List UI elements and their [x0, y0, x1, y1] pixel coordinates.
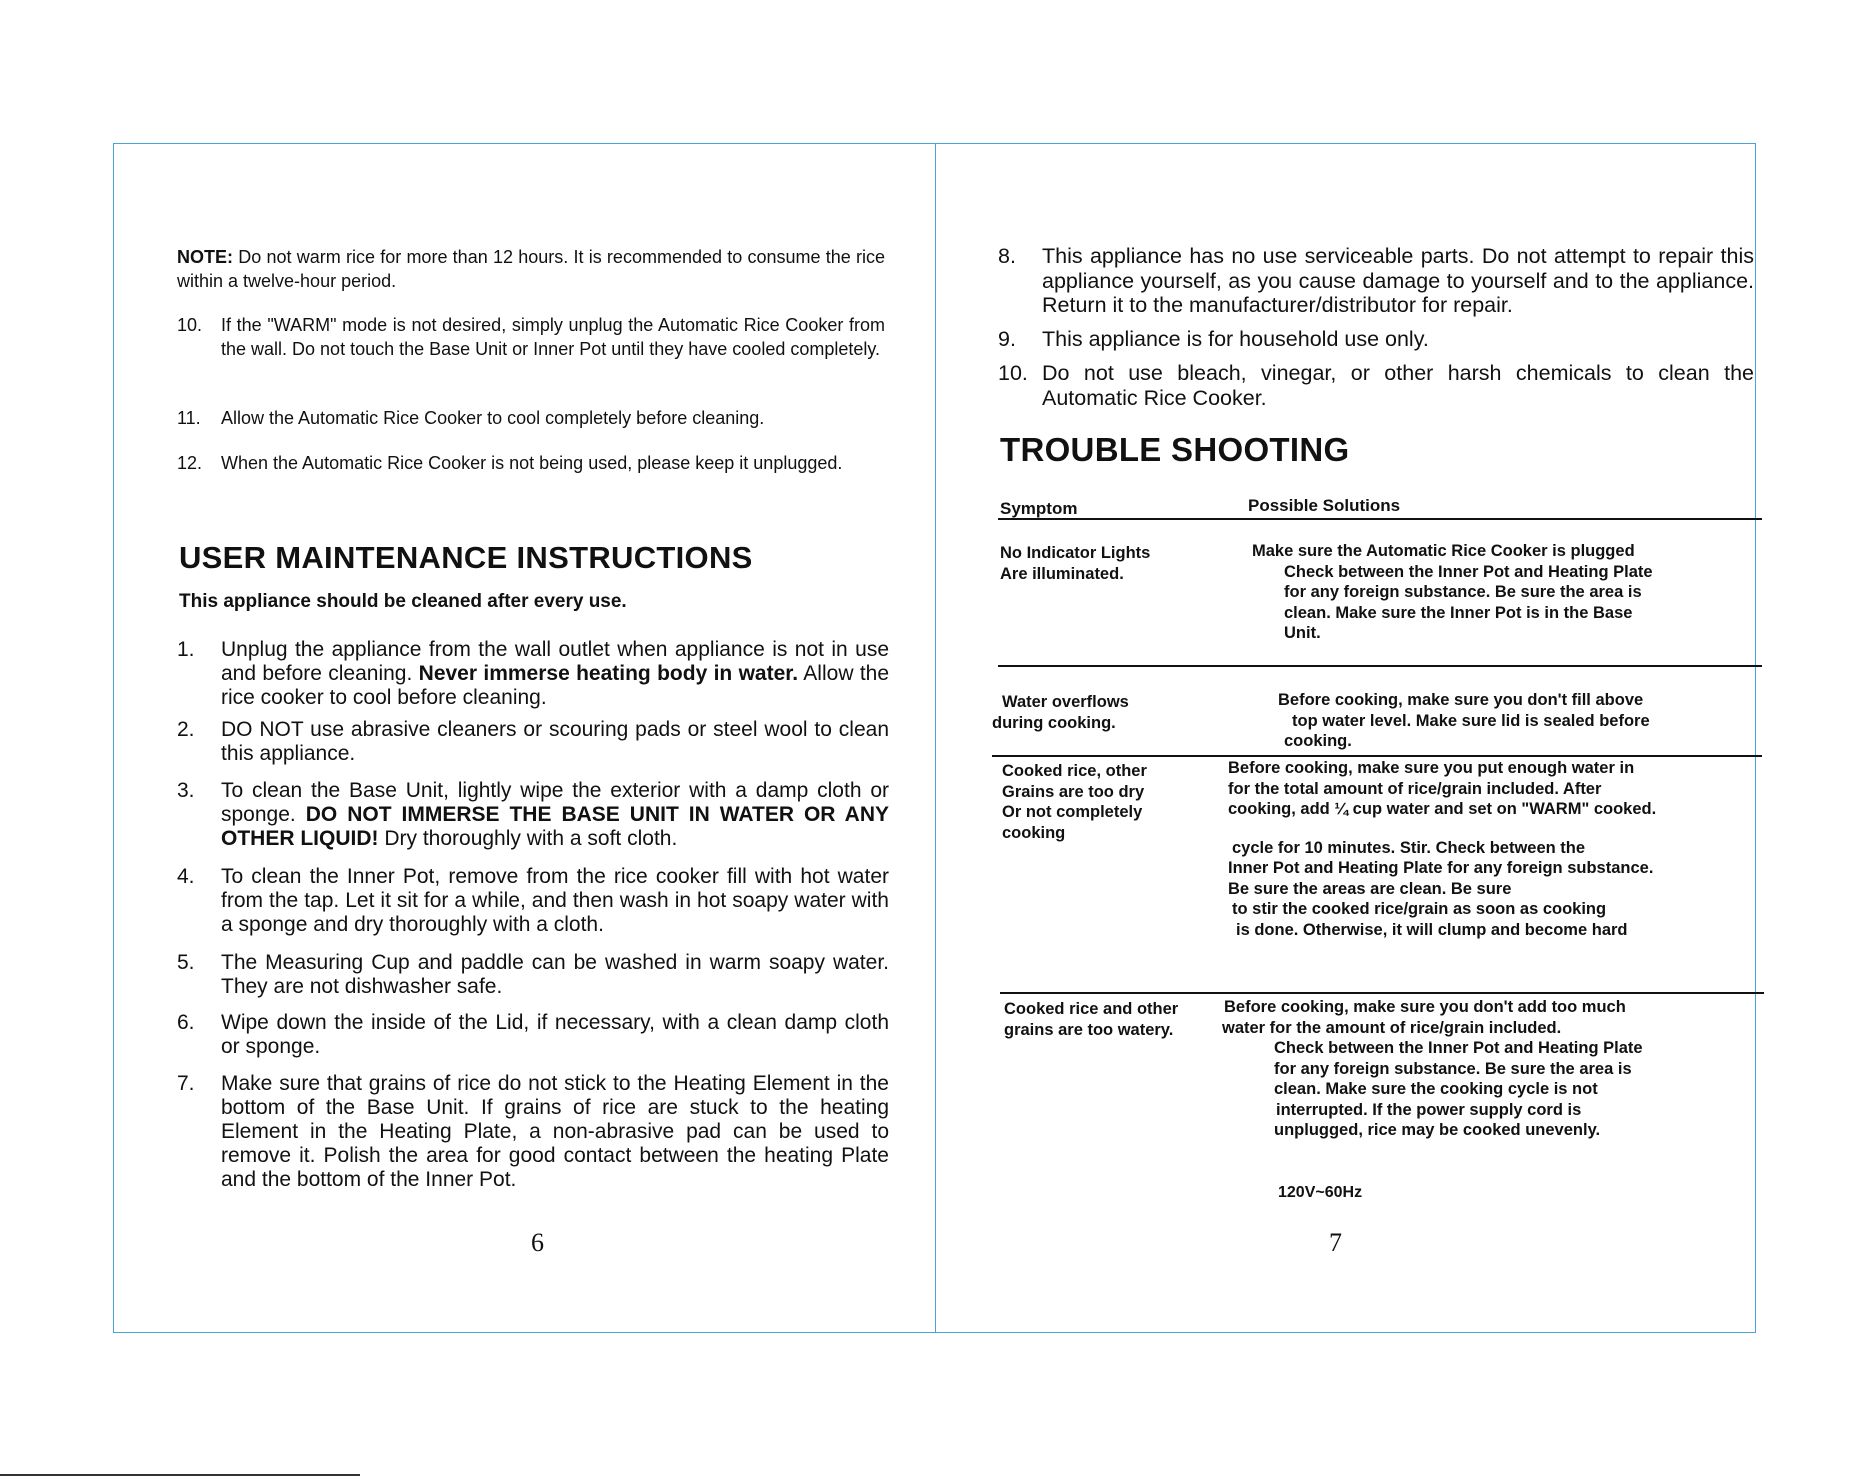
list-item-12 — [177, 451, 885, 501]
item-number: 7. — [177, 1072, 195, 1095]
solution-too-watery: Before cooking, make sure you don't add too much water for the amount of rice/grain included. Check between the Inner Pot and Heating Plate for any foreign substance. Be sure the area is clean. Make sure the cooking cycle is not interrupted. If the power supply cord is unplugged, rice may be cooked unevenly. — [1222, 998, 1643, 1139]
maint-item-6 — [177, 1011, 889, 1061]
page-number: 6 — [531, 1228, 544, 1257]
item-text: Wipe down the inside of the Lid, if necessary, with a clean damp cloth or sponge. — [221, 1011, 889, 1058]
page-number: 7 — [1329, 1228, 1342, 1257]
column-header-solutions: Possible Solutions — [1248, 496, 1401, 515]
item-warning: DO NOT IMMERSE THE BASE UNIT IN WATER OR ANY OTHER LIQUID! — [221, 803, 889, 850]
item-number: 3. — [177, 779, 195, 802]
item-text-cont: Dry thoroughly with a soft cloth. — [378, 827, 678, 850]
list-item-10 — [177, 313, 885, 385]
item-text: To clean the Inner Pot, remove from the rice cooker fill with hot water from the tap. Let it sit for a while, and then wash in hot soapy water with a sponge and dry thoroughly with a cloth. — [221, 865, 889, 936]
symptom-water-overflows: Water overflows during cooking. — [992, 693, 1129, 732]
note-text: Do not warm rice for more than 12 hours. It is recommended to consume the rice within a twelve-hour period. — [177, 247, 885, 291]
solution-water-overflows: Before cooking, make sure you don't fill above top water level. Make sure lid is sealed before cooking. — [1278, 691, 1650, 750]
item-number: 11. — [177, 408, 201, 428]
item-text: Make sure that grains of rice do not stick to the Heating Element in the bottom of the Base Unit. If grains of rice are stuck to the heating Element in the Heating Plate, a non-abrasive pad can be used to remove it. Polish the area for good contact between the heating Plate and the bottom of the Inner Pot. — [221, 1072, 889, 1191]
item-number: 10. — [177, 315, 203, 335]
table-header-rule — [998, 518, 1762, 520]
row-divider — [992, 755, 1762, 757]
item-text: When the Automatic Rice Cooker is not being used, please keep it unplugged. — [221, 453, 843, 473]
item-number: 1. — [177, 638, 195, 661]
maint-item-3 — [177, 779, 889, 853]
item-number: 9. — [998, 327, 1016, 351]
item-text: DO NOT use abrasive cleaners or scouring pads or steel wool to clean this appliance. — [221, 718, 889, 765]
maint-item-4 — [177, 865, 889, 939]
solution-no-lights: Make sure the Automatic Rice Cooker is plugged Check between the Inner Pot and Heating Plate for any foreign substance. Be sure the area is clean. Make sure the Inner Pot is in the Base Unit. — [1252, 542, 1653, 642]
column-header-symptom: Symptom — [1000, 499, 1078, 518]
troubleshooting-heading: TROUBLE SHOOTING — [1000, 431, 1350, 468]
list-item-11 — [177, 406, 885, 432]
note-paragraph — [177, 245, 885, 293]
item-warning: Never immerse heating body in water. — [418, 662, 799, 685]
item-number: 6. — [177, 1011, 195, 1034]
maint-item-2 — [177, 718, 889, 768]
item-number: 5. — [177, 951, 195, 974]
list-item-8 — [998, 244, 1754, 318]
item-number: 8. — [998, 244, 1016, 268]
item-number: 4. — [177, 865, 195, 888]
item-text: This appliance is for household use only. — [1042, 327, 1429, 351]
symptom-too-watery: Cooked rice and other grains are too watery. — [1004, 1000, 1179, 1039]
item-text: Do not use bleach, vinegar, or other harsh chemicals to clean the Automatic Rice Cooker. — [1042, 361, 1754, 410]
item-number: 10. — [998, 361, 1028, 385]
list-item-10 — [998, 361, 1754, 411]
maint-item-5 — [177, 951, 889, 1001]
maintenance-heading: USER MAINTENANCE INSTRUCTIONS — [179, 540, 753, 575]
solution-too-dry: Before cooking, make sure you put enough water in for the total amount of rice/grain included. After cooking, add ¼ cup water and set on "WARM" cooked. cycle for 10 minutes. Stir. Check between the Inner Pot and Heating Plate for any foreign substance. Be sure the areas are clean. Be sure to stir the cooked rice/grain as soon as cooking is done. Otherwise, it will clump and become hard — [1228, 759, 1657, 939]
voltage-rating: 120V~60Hz — [1278, 1184, 1363, 1201]
maint-item-1 — [177, 638, 889, 712]
item-text: Unplug the appliance from the wall outlet when appliance is not in use and before cleaning. — [221, 638, 889, 685]
symptom-no-lights: No Indicator Lights Are illuminated. — [1000, 544, 1151, 583]
page-6 — [113, 143, 935, 1333]
item-text: If the "WARM" mode is not desired, simply unplug the Automatic Rice Cooker from the wall. Do not touch the Base Unit or Inner Pot until they have cooled completely. — [221, 315, 885, 359]
item-text: Allow the Automatic Rice Cooker to cool completely before cleaning. — [221, 408, 765, 428]
page-7 — [936, 143, 1756, 1333]
item-text: To clean the Base Unit, lightly wipe the exterior with a damp cloth or sponge. — [221, 779, 889, 826]
item-text: This appliance has no use serviceable parts. Do not attempt to repair this appliance yourself, as you cause damage to yourself and to the appliance. Return it to the manufacturer/distributor for repair. — [1042, 244, 1754, 317]
item-number: 12. — [177, 453, 203, 473]
item-text-cont: Allow the rice cooker to cool before cleaning. — [221, 662, 890, 709]
item-number: 2. — [177, 718, 195, 741]
symptom-too-dry: Cooked rice, other Grains are too dry Or not completely cooking — [1002, 762, 1147, 842]
row-divider — [1000, 992, 1764, 994]
list-item-9 — [998, 327, 1754, 353]
item-text: The Measuring Cup and paddle can be washed in warm soapy water. They are not dishwasher safe. — [221, 951, 889, 998]
scan-edge-line — [0, 1474, 360, 1476]
row-divider — [998, 665, 1762, 667]
maintenance-subheading: This appliance should be cleaned after every use. — [179, 591, 627, 612]
note-label: NOTE: — [177, 247, 233, 267]
maint-item-7 — [177, 1072, 889, 1196]
